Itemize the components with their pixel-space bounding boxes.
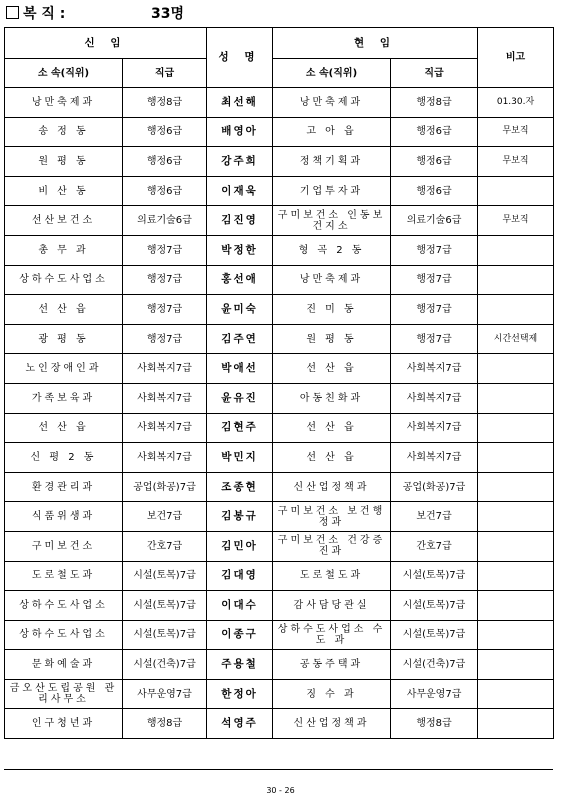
cell-prev-grade: 행정8급 (123, 88, 207, 118)
cell-name: 한정아 (207, 679, 273, 709)
table-row (5, 502, 554, 532)
table-row (5, 679, 554, 709)
cell-curr-grade: 행정8급 (391, 88, 478, 118)
cell-name: 이대수 (207, 591, 273, 621)
cell-curr-dept: 신산업정책과 (273, 472, 391, 502)
cell-curr-grade: 사회복지7급 (391, 413, 478, 443)
cell-curr-grade: 행정7급 (391, 265, 478, 295)
cell-curr-dept: 고 아 읍 (273, 117, 391, 147)
personnel-table (4, 27, 554, 739)
cell-curr-grade: 보건7급 (391, 502, 478, 532)
cell-prev-grade: 행정7급 (123, 235, 207, 265)
cell-curr-dept: 선 산 읍 (273, 354, 391, 384)
cell-prev-dept: 노인장애인과 (5, 354, 123, 384)
cell-curr-dept: 신산업정책과 (273, 709, 391, 739)
cell-curr-grade: 간호7급 (391, 531, 478, 561)
cell-prev-grade: 행정6급 (123, 147, 207, 177)
cell-curr-dept: 형 곡 2 동 (273, 235, 391, 265)
cell-curr-grade: 의료기술6급 (391, 206, 478, 236)
cell-name: 배영아 (207, 117, 273, 147)
cell-note (478, 265, 554, 295)
cell-curr-grade: 시설(건축)7급 (391, 650, 478, 680)
cell-note: 01.30.자 (478, 88, 554, 118)
cell-prev-dept: 선 산 읍 (5, 295, 123, 325)
section-label: 복 직 : (23, 6, 66, 22)
cell-prev-grade: 사회복지7급 (123, 413, 207, 443)
cell-prev-dept: 상하수도사업소 (5, 591, 123, 621)
table-row (5, 235, 554, 265)
table-row (5, 620, 554, 650)
header-curr-grade: 직급 (391, 59, 478, 88)
header-current-post: 현 임 (273, 28, 478, 59)
cell-curr-grade: 사회복지7급 (391, 443, 478, 473)
cell-curr-dept: 낭만축제과 (273, 265, 391, 295)
cell-curr-dept: 상하수도사업소 수 도 과 (273, 620, 391, 650)
table-row (5, 591, 554, 621)
cell-prev-dept: 가족보육과 (5, 383, 123, 413)
cell-curr-grade: 사회복지7급 (391, 354, 478, 384)
cell-prev-grade: 사회복지7급 (123, 443, 207, 473)
cell-name: 박민지 (207, 443, 273, 473)
table-row (5, 117, 554, 147)
cell-note (478, 443, 554, 473)
cell-curr-grade: 행정6급 (391, 147, 478, 177)
cell-prev-dept: 비 산 동 (5, 176, 123, 206)
table-row (5, 206, 554, 236)
cell-prev-grade: 행정7급 (123, 324, 207, 354)
table-body (5, 88, 554, 739)
cell-note: 시간선택제 (478, 324, 554, 354)
cell-name: 김현주 (207, 413, 273, 443)
cell-prev-grade: 시설(건축)7급 (123, 650, 207, 680)
cell-name: 김봉규 (207, 502, 273, 532)
cell-note (478, 679, 554, 709)
header-prev-grade: 직급 (123, 59, 207, 88)
cell-prev-grade: 시설(토목)7급 (123, 591, 207, 621)
page-number: 30 - 26 (266, 786, 295, 795)
cell-prev-dept: 선 산 읍 (5, 413, 123, 443)
cell-curr-grade: 시설(토목)7급 (391, 591, 478, 621)
table-row (5, 88, 554, 118)
cell-name: 주용철 (207, 650, 273, 680)
cell-curr-grade: 시설(토목)7급 (391, 561, 478, 591)
cell-prev-dept: 상하수도사업소 (5, 620, 123, 650)
cell-note (478, 650, 554, 680)
header-curr-dept: 소 속(직위) (273, 59, 391, 88)
cell-prev-dept: 구미보건소 (5, 531, 123, 561)
cell-name: 윤유진 (207, 383, 273, 413)
cell-curr-grade: 사무운영7급 (391, 679, 478, 709)
cell-curr-dept: 감사담당관실 (273, 591, 391, 621)
table-row (5, 324, 554, 354)
table-row (5, 147, 554, 177)
cell-note (478, 295, 554, 325)
cell-curr-dept: 낭만축제과 (273, 88, 391, 118)
cell-prev-dept: 금오산도립공원 관리사무소 (5, 679, 123, 709)
table-row (5, 295, 554, 325)
cell-name: 홍선애 (207, 265, 273, 295)
table-row (5, 176, 554, 206)
cell-curr-grade: 행정7급 (391, 324, 478, 354)
cell-prev-dept: 인구청년과 (5, 709, 123, 739)
header-previous-post: 신 임 (5, 28, 207, 59)
bottom-rule (4, 769, 553, 770)
cell-prev-dept: 송 정 동 (5, 117, 123, 147)
cell-curr-grade: 행정7급 (391, 235, 478, 265)
table-row (5, 531, 554, 561)
cell-note (478, 591, 554, 621)
cell-name: 윤미숙 (207, 295, 273, 325)
cell-prev-grade: 행정8급 (123, 709, 207, 739)
cell-name: 강주희 (207, 147, 273, 177)
header-note: 비고 (478, 28, 554, 88)
cell-prev-dept: 원 평 동 (5, 147, 123, 177)
cell-prev-grade: 행정7급 (123, 265, 207, 295)
cell-curr-dept: 진 미 동 (273, 295, 391, 325)
cell-prev-grade: 사무운영7급 (123, 679, 207, 709)
table-row (5, 472, 554, 502)
cell-note (478, 383, 554, 413)
cell-curr-dept: 정책기획과 (273, 147, 391, 177)
cell-name: 박애선 (207, 354, 273, 384)
cell-note (478, 176, 554, 206)
cell-prev-grade: 행정6급 (123, 117, 207, 147)
cell-curr-dept: 선 산 읍 (273, 413, 391, 443)
cell-note (478, 413, 554, 443)
cell-curr-dept: 원 평 동 (273, 324, 391, 354)
cell-name: 박정한 (207, 235, 273, 265)
cell-curr-grade: 행정8급 (391, 709, 478, 739)
cell-note: 무보직 (478, 117, 554, 147)
table-row (5, 709, 554, 739)
cell-note: 무보직 (478, 147, 554, 177)
cell-note (478, 531, 554, 561)
table-row (5, 443, 554, 473)
cell-curr-grade: 공업(화공)7급 (391, 472, 478, 502)
cell-curr-dept: 선 산 읍 (273, 443, 391, 473)
cell-curr-dept: 징 수 과 (273, 679, 391, 709)
cell-curr-dept: 구미보건소 보건행정과 (273, 502, 391, 532)
cell-prev-dept: 상하수도사업소 (5, 265, 123, 295)
cell-note (478, 709, 554, 739)
cell-prev-dept: 신 평 2 동 (5, 443, 123, 473)
cell-prev-dept: 식품위생과 (5, 502, 123, 532)
cell-name: 김주연 (207, 324, 273, 354)
cell-note (478, 472, 554, 502)
cell-curr-grade: 행정6급 (391, 117, 478, 147)
cell-curr-dept: 아동친화과 (273, 383, 391, 413)
table-row (5, 650, 554, 680)
cell-prev-dept: 환경관리과 (5, 472, 123, 502)
cell-curr-dept: 도로철도과 (273, 561, 391, 591)
cell-prev-grade: 공업(화공)7급 (123, 472, 207, 502)
cell-prev-grade: 사회복지7급 (123, 383, 207, 413)
cell-curr-dept: 기업투자과 (273, 176, 391, 206)
cell-name: 이재욱 (207, 176, 273, 206)
cell-prev-dept: 선산보건소 (5, 206, 123, 236)
table-row (5, 383, 554, 413)
cell-curr-grade: 행정6급 (391, 176, 478, 206)
cell-curr-grade: 사회복지7급 (391, 383, 478, 413)
cell-curr-dept: 구미보건소 건강증진과 (273, 531, 391, 561)
table-row (5, 561, 554, 591)
cell-curr-dept: 구미보건소 인동보건지소 (273, 206, 391, 236)
section-title (6, 3, 185, 23)
cell-note: 무보직 (478, 206, 554, 236)
cell-note (478, 235, 554, 265)
table-row (5, 413, 554, 443)
cell-prev-dept: 총 무 과 (5, 235, 123, 265)
cell-prev-grade: 행정6급 (123, 176, 207, 206)
header-prev-dept: 소 속(직위) (5, 59, 123, 88)
cell-prev-dept: 문화예술과 (5, 650, 123, 680)
cell-note (478, 620, 554, 650)
section-count: 33명 (151, 6, 185, 22)
cell-prev-grade: 의료기술6급 (123, 206, 207, 236)
cell-name: 김민아 (207, 531, 273, 561)
cell-prev-dept: 낭만축제과 (5, 88, 123, 118)
cell-note (478, 354, 554, 384)
square-bullet-icon (6, 6, 19, 19)
cell-prev-grade: 사회복지7급 (123, 354, 207, 384)
cell-name: 최선해 (207, 88, 273, 118)
cell-prev-grade: 보건7급 (123, 502, 207, 532)
cell-note (478, 561, 554, 591)
cell-name: 김진영 (207, 206, 273, 236)
cell-curr-grade: 시설(토목)7급 (391, 620, 478, 650)
cell-curr-dept: 공동주택과 (273, 650, 391, 680)
cell-prev-grade: 시설(토목)7급 (123, 620, 207, 650)
cell-prev-dept: 도로철도과 (5, 561, 123, 591)
header-name: 성 명 (207, 28, 273, 88)
cell-prev-grade: 행정7급 (123, 295, 207, 325)
cell-name: 조종현 (207, 472, 273, 502)
cell-curr-grade: 행정7급 (391, 295, 478, 325)
cell-prev-grade: 시설(토목)7급 (123, 561, 207, 591)
cell-note (478, 502, 554, 532)
cell-name: 석영주 (207, 709, 273, 739)
table-row (5, 354, 554, 384)
cell-name: 이종구 (207, 620, 273, 650)
cell-prev-grade: 간호7급 (123, 531, 207, 561)
table-row (5, 265, 554, 295)
cell-name: 김대영 (207, 561, 273, 591)
cell-prev-dept: 광 평 동 (5, 324, 123, 354)
